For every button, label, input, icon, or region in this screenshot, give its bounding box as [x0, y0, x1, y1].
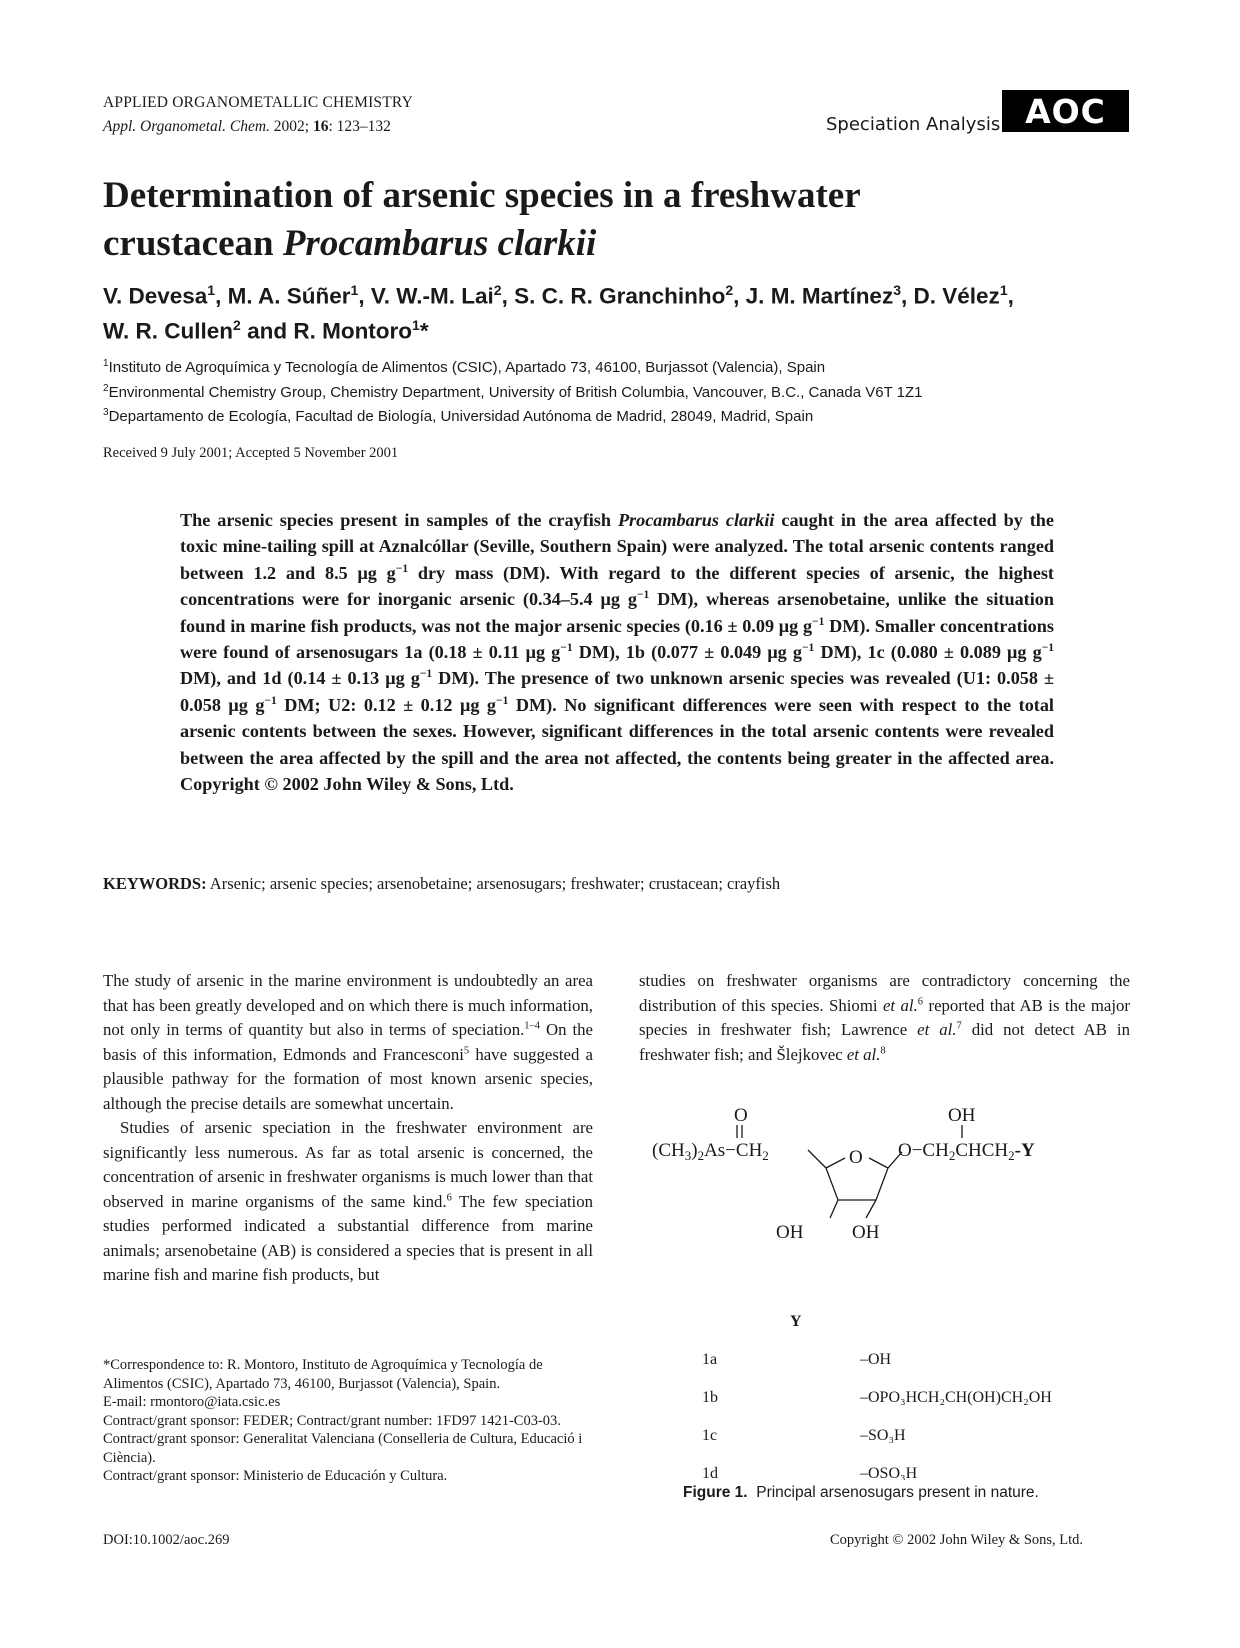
keywords-label: KEYWORDS:: [103, 874, 207, 893]
author-separator: ,: [901, 283, 914, 309]
author-separator: ,: [733, 283, 746, 309]
keywords-text: Arsenic; arsenic species; arsenobetaine; arsenosugars; freshwater; crustacean; crayfish: [206, 874, 781, 893]
citation-ref: 5: [463, 1044, 470, 1056]
bond-line: [830, 1200, 838, 1218]
footnote-correspondence: *Correspondence to: R. Montoro, Instituto de Agroquímica y Tecnología de Alimentos (CSIC), Apartado 73, 46100, Burjassot (Valencia), Spain.: [103, 1357, 543, 1392]
citation-ref: 8: [880, 1044, 886, 1056]
figure-caption: [683, 1484, 1039, 1502]
affiliation-text: Environmental Chemistry Group, Chemistry Department, University of British Columbia, Vancouver, B.C., Canada V6T 1Z1: [108, 383, 923, 401]
et-al: et al.: [917, 1020, 957, 1039]
abstract-text: DM). The presence of two unknown arsenic species was revealed (U1: 0.058 ± 0.058 μg g: [180, 668, 1054, 715]
footnotes: [103, 1356, 593, 1486]
author-name: J. M. Martínez: [745, 283, 894, 309]
doi: DOI:10.1002/aoc.269: [103, 1532, 230, 1548]
body-text: The few speciation studies performed indicated a substantial difference from marine animals; arsenobetaine (AB) is considered a species that is present in all marine fish and marine fish products, but: [103, 1191, 593, 1284]
author-name: V. W.-M. Lai: [370, 283, 494, 309]
abstract: [180, 507, 1054, 797]
figure-1-structure: [640, 1100, 1140, 1480]
table-row-group: –OPO₃HCH₂CH(OH)CH₂OH: [860, 1389, 1052, 1406]
affiliation-number: 3: [103, 407, 109, 418]
body-text: have suggested a plausible pathway for the formation of most known arsenic species, although the precise details are somewhat uncertain.: [103, 1044, 593, 1113]
paper-title: [103, 172, 1143, 268]
author-name: M. A. Súñer: [227, 283, 351, 309]
footnote-grant-2: Contract/grant sponsor: Generalitat Valenciana (Conselleria de Cultura, Educació i Ciència).: [103, 1431, 583, 1466]
affiliation-text: Instituto de Agroquímica y Tecnología de Alimentos (CSIC), Apartado 73, 46100, Burjassot (Valencia), Spain: [108, 359, 826, 376]
superscript: −1: [496, 694, 509, 707]
ring-bond: [826, 1168, 838, 1200]
superscript: −1: [1041, 641, 1054, 654]
body-text: did not detect AB in freshwater fish; and Šlejkovec: [639, 1020, 1130, 1064]
table-row-group: –OSO₃H: [860, 1465, 918, 1480]
table-header-y: Y: [790, 1313, 802, 1330]
received-dates: Received 9 July 2001; Accepted 5 November 2001: [103, 445, 399, 461]
body-text: reported that AB is the major species in freshwater fish; Lawrence: [639, 995, 1131, 1039]
journal-abbrev: Appl. Organometal. Chem.: [103, 118, 270, 135]
footnote-grant-3: Contract/grant sponsor: Ministerio de Educación y Cultura.: [103, 1468, 448, 1484]
abstract-text: The arsenic species present in samples of the crayfish: [180, 510, 618, 530]
table-row-group: –OH: [860, 1351, 892, 1368]
affiliation-number: 2: [103, 382, 109, 394]
superscript: −1: [802, 641, 815, 654]
author-name: D. Vélez: [913, 283, 1000, 309]
ring-bond: [869, 1158, 888, 1168]
body-column-left: [103, 969, 593, 1288]
section-label: Speciation Analysis: [826, 114, 1001, 135]
footnote-email: E-mail: rmontoro@iata.csic.es: [103, 1394, 281, 1410]
copyright-footer: Copyright © 2002 John Wiley & Sons, Ltd.: [830, 1532, 1084, 1548]
author-name: S. C. R. Granchinho: [514, 283, 726, 309]
glycerol-chain: $O-CH_2CHCH_2-Y$: [898, 1140, 1035, 1163]
abstract-text: DM), whereas arsenobetaine, unlike the situation found in marine fish products, was not the major arsenic species (0.16 ± 0.09 μg g: [180, 589, 1054, 636]
affiliation-3: [103, 403, 1163, 428]
abstract-text: dry mass (DM). With regard to the different species of arsenic, the highest concentrations were for inorganic arsenic (0.34–5.4 μg g: [180, 562, 1054, 610]
bond-line: [866, 1200, 876, 1218]
superscript: −1: [264, 694, 277, 707]
author-name: V. Devesa: [103, 283, 208, 309]
superscript: −1: [636, 589, 650, 602]
ring-bond: [808, 1150, 826, 1168]
author-affiliation-mark: 2: [493, 282, 502, 298]
author-separator: ,: [1007, 283, 1014, 309]
body-text: studies on freshwater organisms are contradictory concerning the distribution of this species. Shiomi: [639, 971, 1130, 1015]
keywords: [103, 874, 780, 894]
ring-bond: [876, 1168, 888, 1200]
table-row-id: 1a: [702, 1351, 718, 1368]
title-line-2: [103, 220, 1143, 268]
author-separator: ,: [501, 283, 515, 309]
abstract-text: DM). Smaller concentrations were found of arsenosugars 1a (0.18 ± 0.11 μg g: [180, 615, 1054, 663]
journal-logo: AOC: [1002, 90, 1129, 132]
affiliation-2: [103, 379, 1163, 404]
ring-bond: [826, 1158, 845, 1168]
abstract-text: DM; U2: 0.12 ± 0.12 μg g: [276, 694, 497, 715]
title-line-1: Determination of arsenic species in a freshwater: [103, 175, 861, 216]
citation-ref: 6: [917, 995, 924, 1007]
superscript: −1: [395, 562, 409, 575]
author-affiliation-mark: 2: [233, 316, 241, 333]
affiliation-text: Departamento de Ecología, Facultad de Biología, Universidad Autónoma de Madrid, 28049, Madrid, Spain: [108, 408, 814, 425]
journal-name: APPLIED ORGANOMETALLIC CHEMISTRY: [103, 94, 413, 111]
hydroxyl-top: OH: [948, 1105, 976, 1126]
superscript: −1: [419, 668, 433, 681]
journal-pages: : 123–132: [328, 118, 391, 135]
ring-oxygen: O: [849, 1147, 863, 1168]
journal-volume: 16: [312, 118, 329, 135]
author-separator: ,: [215, 283, 228, 309]
author-affiliation-mark: 1: [412, 316, 420, 333]
author-name: W. R. Cullen: [103, 318, 234, 343]
footnote-grant-1: Contract/grant sponsor: FEDER; Contract/grant number: 1FD97 1421-C03-03.: [103, 1412, 561, 1429]
table-row-id: 1c: [702, 1427, 718, 1444]
body-text: Studies of arsenic speciation in the freshwater environment are significantly less numerous. As far as total arsenic is concerned, the concentration of arsenic in freshwater organisms is much lower than that observed in marine organisms of the same kind.: [103, 1118, 593, 1211]
affiliation-1: [103, 354, 1163, 379]
et-al: et al.: [882, 995, 918, 1015]
author-affiliation-mark: 3: [893, 282, 901, 298]
carbonyl-oxygen: O: [734, 1105, 748, 1126]
author-separator: ,: [358, 283, 371, 309]
abstract-species: Procambarus clarkii: [617, 510, 775, 530]
corresponding-mark: *: [419, 318, 429, 343]
dimethylarsinoyl-group: $(CH_3)_2As-CH_2$: [652, 1140, 769, 1163]
affiliation-number: 1: [103, 358, 109, 369]
superscript: −1: [812, 615, 825, 628]
title-species: Procambarus clarkii: [282, 223, 597, 264]
citation-ref: 7: [956, 1020, 962, 1032]
author-name: R. Montoro: [293, 318, 413, 343]
body-paragraph-2: [103, 1116, 593, 1288]
figure-caption-text: Principal arsenosugars present in nature.: [756, 1484, 1039, 1501]
abstract-text: DM), 1b (0.077 ± 0.049 μg g: [572, 642, 802, 663]
abstract-text: DM), and 1d (0.14 ± 0.13 μg g: [180, 668, 420, 689]
author-affiliation-mark: 1: [999, 282, 1008, 298]
figure-label: Figure 1.: [683, 1484, 748, 1501]
abstract-text: DM), 1c (0.080 ± 0.089 μg g: [814, 642, 1042, 663]
hydroxyl-left: OH: [776, 1222, 804, 1243]
author-list: [103, 276, 1163, 345]
citation-ref: 1–4: [524, 1020, 541, 1032]
abstract-text: DM). No significant differences were seen with respect to the total arsenic contents between the sexes. However, significant differences in the total arsenic contents were revealed between the area affected by the spill and the area not affected, the contents being greater in the affected area. Copyright © 2002 John Wiley & Sons, Ltd.: [180, 694, 1054, 795]
table-row-id: 1d: [702, 1465, 718, 1480]
table-row-id: 1b: [702, 1389, 718, 1406]
journal-citation: [103, 118, 391, 136]
title-plain: crustacean: [103, 223, 283, 264]
author-separator: and: [240, 318, 294, 343]
author-affiliation-mark: 1: [207, 282, 216, 298]
et-al: et al.: [846, 1044, 881, 1064]
body-column-right: [639, 969, 1130, 1067]
affiliations: [103, 354, 1163, 428]
author-affiliation-mark: 1: [350, 282, 359, 298]
body-paragraph-1: [103, 969, 593, 1116]
body-text: The study of arsenic in the marine environment is undoubtedly an area that has been greatly developed and on which there is much information, not only in terms of quantity but also in terms of speciation.: [103, 971, 593, 1039]
author-affiliation-mark: 2: [725, 282, 734, 298]
citation-ref: 6: [446, 1191, 452, 1203]
table-row-group: –SO₃H: [860, 1427, 906, 1444]
body-text: On the basis of this information, Edmonds and Francesconi: [103, 1020, 593, 1064]
hydroxyl-right: OH: [852, 1222, 880, 1243]
abstract-text: caught in the area affected by the toxic mine-tailing spill at Aznalcóllar (Seville, Southern Spain) were analyzed. The total arsenic contents ranged between 1.2 and 8.5 μg g: [180, 510, 1054, 583]
journal-year: 2002;: [273, 118, 310, 135]
superscript: −1: [560, 641, 573, 654]
